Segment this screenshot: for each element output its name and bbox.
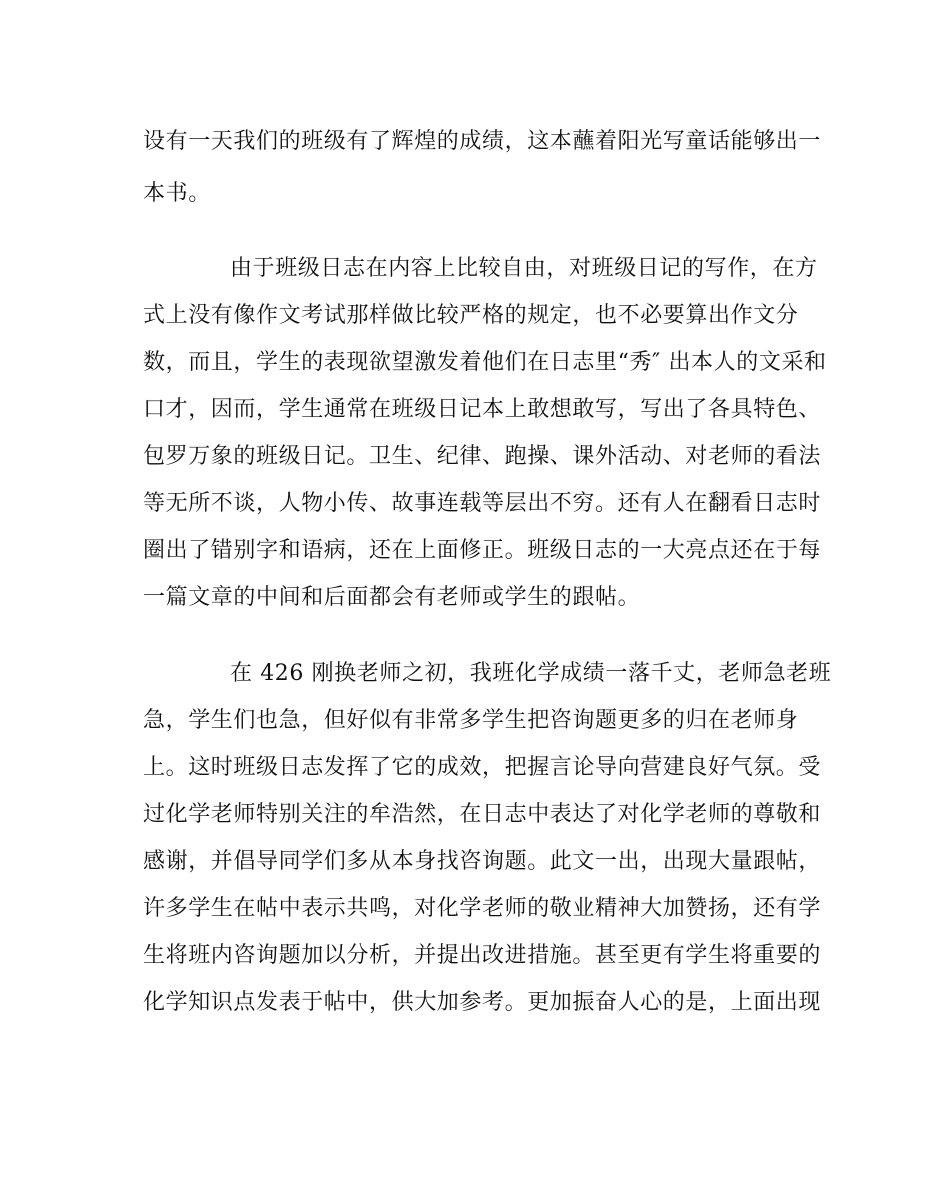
paragraph-2-line-4: 口才，因而，学生通常在班级日记本上敢想敢写，写出了各具特色、 (143, 397, 822, 422)
paragraph-3-line-6: 许多学生在帖中表示共鸣，对化学老师的敬业精神大加赞扬，还有学 (143, 896, 822, 921)
paragraph-2-line-3: 数，而且，学生的表现欲望激发着他们在日志里“秀″ 出本人的文采和 (143, 350, 827, 375)
paragraph-1-line-1: 设有一天我们的班级有了辉煌的成绩，这本蘸着阳光写童话能够出一 (143, 129, 822, 154)
paragraph-3-line-8: 化学知识点发表于帖中，供大加参考。更加振奋人心的是，上面出现 (143, 990, 822, 1015)
paragraph-3-line-2: 急，学生们也急，但好似有非常多学生把咨询题更多的归在老师身 (143, 708, 799, 733)
paragraph-2-line-5: 包罗万象的班级日记。卫生、纪律、跑操、课外活动、对老师的看法 (143, 444, 822, 469)
paragraph-2-line-7: 圈出了错别字和语病，还在上面修正。班级日志的一大亮点还在于每 (143, 538, 822, 563)
paragraph-3-line-4: 过化学老师特别关注的牟浩然，在日志中表达了对化学老师的尊敬和 (143, 802, 822, 827)
paragraph-3-line-3: 上。这时班级日志发挥了它的成效，把握言论导向营建良好气氛。受 (143, 755, 822, 780)
paragraph-2-line-1: 由于班级日志在内容上比较自由，对班级日记的写作，在方 (230, 256, 818, 281)
paragraph-3-line-7: 生将班内咨询题加以分析，并提出改进措施。甚至更有学生将重要的 (143, 943, 822, 968)
paragraph-2-line-6: 等无所不谈，人物小传、故事连载等层出不穷。还有人在翻看日志时 (143, 491, 822, 516)
paragraph-3-line-1: 在 426 刚换老师之初，我班化学成绩一落千丈，老师急老班 (230, 661, 832, 686)
paragraph-2-line-2: 式上没有像作文考试那样做比较严格的规定，也不必要算出作文分 (143, 303, 799, 328)
paragraph-1-line-2: 本书。 (143, 181, 211, 206)
paragraph-2-line-8: 一篇文章的中间和后面都会有老师或学生的跟帖。 (143, 585, 641, 610)
paragraph-3-line-5: 感谢，并倡导同学们多从本身找咨询题。此文一出，出现大量跟帖， (143, 849, 822, 874)
